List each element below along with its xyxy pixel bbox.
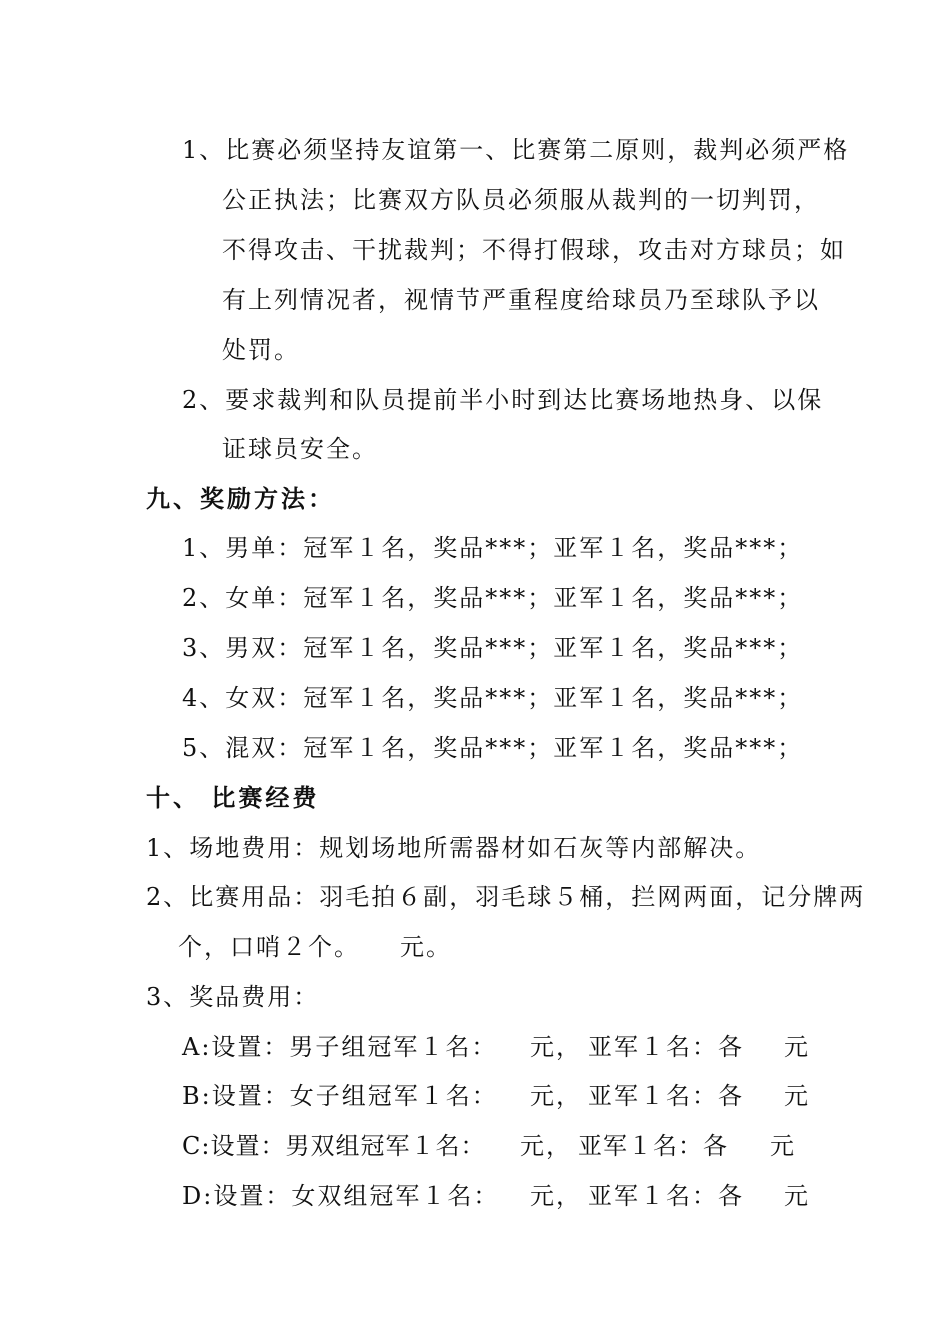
expense-prizes-title: 3、奖品费用： <box>146 983 320 1011</box>
award-item-men-doubles: 3、男双：冠军１名，奖品***；亚军１名，奖品***； <box>182 634 804 662</box>
rule-1-line-1: 1、比赛必须坚持友谊第一、比赛第二原则，裁判必须严格 <box>182 136 850 164</box>
section-9-heading: 九、奖励方法： <box>146 484 335 513</box>
expense-supplies-line-1: 2、比赛用品：羽毛拍６副，羽毛球５桶，拦网两面，记分牌两 <box>146 883 866 911</box>
prize-row-c-runner: 亚军１名：各 <box>578 1132 728 1160</box>
prize-row-c-unit-2: 元 <box>770 1132 796 1160</box>
prize-row-a-label: A:设置：男子组冠军１名： <box>182 1033 498 1061</box>
rule-2-line-1: 2、要求裁判和队员提前半小时到达比赛场地热身、以保 <box>182 386 824 414</box>
prize-row-a-runner: 亚军１名：各 <box>588 1033 744 1061</box>
prize-row-d-runner: 亚军１名：各 <box>588 1182 744 1210</box>
award-item-mixed-doubles: 5、混双：冠军１名，奖品***；亚军１名，奖品***； <box>182 734 804 762</box>
rule-1-line-4: 有上列情况者，视情节严重程度给球员乃至球队予以 <box>222 286 820 314</box>
prize-row-a-unit-2: 元 <box>784 1033 810 1061</box>
prize-row-d-label: D:设置：女双组冠军１名： <box>182 1182 500 1210</box>
prize-row-c-unit: 元， <box>520 1132 572 1160</box>
prize-row-a-unit: 元， <box>530 1033 582 1061</box>
prize-row-b-runner: 亚军１名：各 <box>588 1082 744 1110</box>
section-10-heading: 十、 比赛经费 <box>146 783 320 812</box>
award-item-women-singles: 2、女单：冠军１名，奖品***；亚军１名，奖品***； <box>182 584 804 612</box>
prize-row-b-label: B:设置：女子组冠军１名： <box>182 1082 498 1110</box>
rule-1-line-5: 处罚。 <box>222 336 300 364</box>
expense-supplies-line-2: 个，口哨２个。 元。 <box>178 933 452 961</box>
prize-row-b-unit: 元， <box>530 1082 582 1110</box>
rule-1-line-2: 公正执法；比赛双方队员必须服从裁判的一切判罚， <box>222 186 820 214</box>
rule-2-line-2: 证球员安全。 <box>222 435 378 463</box>
expense-venue: 1、场地费用：规划场地所需器材如石灰等内部解决。 <box>146 834 762 862</box>
award-item-women-doubles: 4、女双：冠军１名，奖品***；亚军１名，奖品***； <box>182 684 804 712</box>
prize-row-d-unit-2: 元 <box>784 1182 810 1210</box>
prize-row-c-label: C:设置：男双组冠军１名： <box>182 1132 486 1160</box>
prize-row-d-unit: 元， <box>530 1182 582 1210</box>
award-item-men-singles: 1、男单：冠军１名，奖品***；亚军１名，奖品***； <box>182 534 804 562</box>
rule-1-line-3: 不得攻击、干扰裁判；不得打假球，攻击对方球员；如 <box>222 236 846 264</box>
prize-row-b-unit-2: 元 <box>784 1082 810 1110</box>
